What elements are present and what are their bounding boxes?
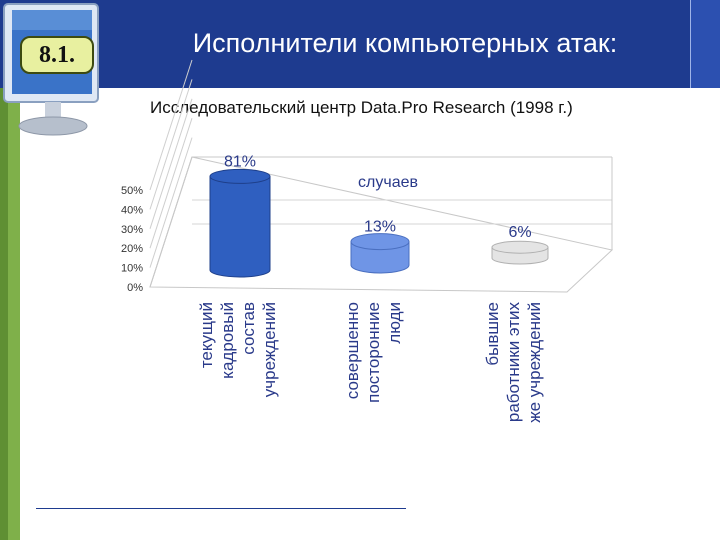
value-label: 13% bbox=[363, 218, 397, 236]
y-tick-label: 10% bbox=[120, 262, 143, 275]
bar-top bbox=[492, 241, 548, 253]
gridline-side bbox=[150, 118, 192, 248]
category-label-line: кадровый bbox=[218, 302, 237, 379]
chart-left-edge bbox=[150, 157, 192, 287]
category-label-line: совершенно bbox=[343, 302, 362, 400]
slide-title: Исполнители компьютерных атак: bbox=[192, 28, 618, 58]
category-label-line: состав bbox=[239, 302, 258, 355]
category-label bbox=[483, 302, 544, 423]
category-label bbox=[343, 302, 404, 403]
category-label-line: учреждений bbox=[260, 302, 279, 398]
bar bbox=[210, 176, 270, 277]
value-label: 81% bbox=[223, 153, 257, 171]
y-tick-label: 20% bbox=[120, 243, 143, 256]
slide-number-badge: 8.1. bbox=[20, 36, 94, 74]
slide-subtitle: Исследовательский центр Data.Pro Research (1998 г.) bbox=[150, 98, 573, 117]
category-label bbox=[197, 302, 279, 397]
series-label: случаев bbox=[358, 174, 418, 191]
y-tick-label: 50% bbox=[120, 185, 143, 197]
category-label-line: текущий bbox=[197, 302, 216, 369]
y-tick-label: 40% bbox=[120, 204, 143, 217]
category-label-line: люди bbox=[385, 302, 404, 344]
category-label-line: же учреждений bbox=[525, 302, 544, 423]
bar-top bbox=[210, 169, 270, 183]
category-label-line: работники этих bbox=[504, 302, 523, 423]
bottom-divider bbox=[36, 508, 406, 509]
category-label-line: бывшие bbox=[483, 302, 502, 366]
y-tick-label: 0% bbox=[127, 282, 143, 294]
y-tick-label: 30% bbox=[120, 223, 143, 236]
gridline-side bbox=[150, 99, 192, 229]
gridline-side bbox=[150, 138, 192, 268]
value-label: 6% bbox=[508, 224, 532, 242]
gridline-side bbox=[150, 79, 192, 209]
bar-top bbox=[351, 234, 409, 250]
category-label-line: посторонние bbox=[364, 302, 383, 403]
gridline-side bbox=[150, 60, 192, 190]
